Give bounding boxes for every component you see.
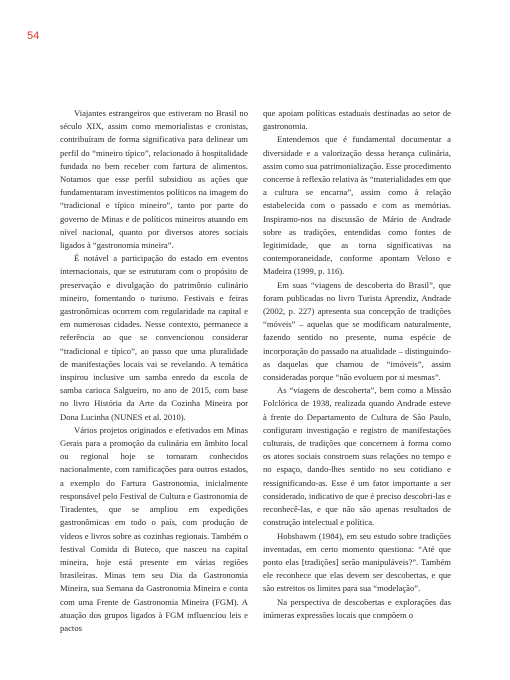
paragraph: É notável a participação do estado em eventos internacionais, que se estruturam com o propósito de preservação e divulgação do patrimônio culinário mineiro, fomentando o turismo. Festivais e feiras gastronômicas ocorrem com regularidade na capital e em numerosas cidades. Nesse contexto, permanece a referência ao que se convencionou considerar “tradicional e típico”, ao passo que uma pluralidade de manifestações locais vai se revelando. A temática inspirou inclusive um samba enredo da escola de samba carioca Salgueiro, no ano de 2015, com base no livro História da Arte da Cozinha Mineira por Dona Lucinha (NUNES et al. 2010). <box>60 253 248 422</box>
left-column <box>60 107 248 635</box>
paragraph: As “viagens de descoberta”, bem como a Missão Folclórica de 1938, realizada quando Andrade esteve à frente do Departamento de Cultura de São Paulo, configuram investigação e registro de manifestações culturais, de tradições que concernem à forma como os atores sociais constroem suas relações no tempo e no espaço, dando-lhes sentido no seu cotidiano e ressignificando-as. Esse é um fator importante a ser considerado, indicativo de que é preciso descobri-las e reconhecê-las, e que não são apenas resultados de construção intelectual e política. <box>263 385 451 528</box>
paragraph: Vários projetos originados e efetivados em Minas Gerais para a promoção da culinária em âmbito local ou regional hoje se tornaram conhecidos nacionalmente, com ramificações para outros estados, a exemplo do Fartura Gastronomia, inicialmente responsável pelo Festival de Cultura e Gastronomia de Tiradentes, que se ampliou em expedições gastronômicas em todo o país, com produção de vídeos e livros sobre as cozinhas regionais. Também o festival Comida di Buteco, que nasceu na capital mineira, hoje está presente em várias regiões brasileiras. Minas tem seu Dia da Gastronomia Mineira, sua Semana da Gastronomia Mineira e conta com uma Frente de Gastronomia Mineira (FGM). A atuação dos grupos ligados à FGM influenciou leis e pactos <box>60 424 248 633</box>
page-number: 54 <box>27 30 40 42</box>
right-column <box>263 107 451 622</box>
paragraph: Viajantes estrangeiros que estiveram no Brasil no século XIX, assim como memorialistas e cronistas, contribuíram de forma significativa para delinear um perfil do “mineiro típico”, relacionado à hospitalidade fundada no bem receber com fartura de alimentos. Notamos que esse perfil subsidiou as ações que fundamentaram investimentos políticos na imagem do “tradicional e típico mineiro”, tanto por parte do governo de Minas e de políticos mineiros atuando em nível nacional, quanto por diversos atores sociais ligados à “gastronomia mineira”. <box>60 108 248 251</box>
paragraph: Entendemos que é fundamental documentar a diversidade e a valorização dessa herança culinária, assim como sua patrimonialização. Esse procedimento concerne à reflexão relativa às “materialidades em que a cultura se encarna”, assim como à relação estabelecida com o passado e com as memórias. Inspiramo-nos na discussão de Mário de Andrade sobre as tradições, entendidas como fontes de legitimidade, que as torna significativas na contemporaneidade, conforme apontam Veloso e Madeira (1999, p. 116). <box>263 134 451 277</box>
paragraph: Em suas “viagens de descoberta do Brasil”, que foram publicadas no livro Turista Aprendiz, Andrade (2002, p. 227) apresenta sua concepção de tradições “móveis” – aquelas que se modificam naturalmente, fazendo sentido no presente, numa espécie de incorporação do passado na atualidade – distinguindo-as daquelas que chamou de “imóveis”, assim consideradas porque “não evoluem por si mesmas”. <box>263 279 451 383</box>
paragraph-continuation: que apoiam políticas estaduais destinadas ao setor de gastronomia. <box>263 108 451 132</box>
paragraph: Hobsbawm (1984), em seu estudo sobre tradições inventadas, em certo momento questiona: “Até que ponto elas [tradições] serão manipuláveis?”. Também ele reconhece que elas devem ser descobertas, e que são estreitos os limites para sua “modelação”. <box>263 530 451 594</box>
paragraph: Na perspectiva de descobertas e explorações das inúmeras expressões locais que compõem o <box>263 596 451 620</box>
